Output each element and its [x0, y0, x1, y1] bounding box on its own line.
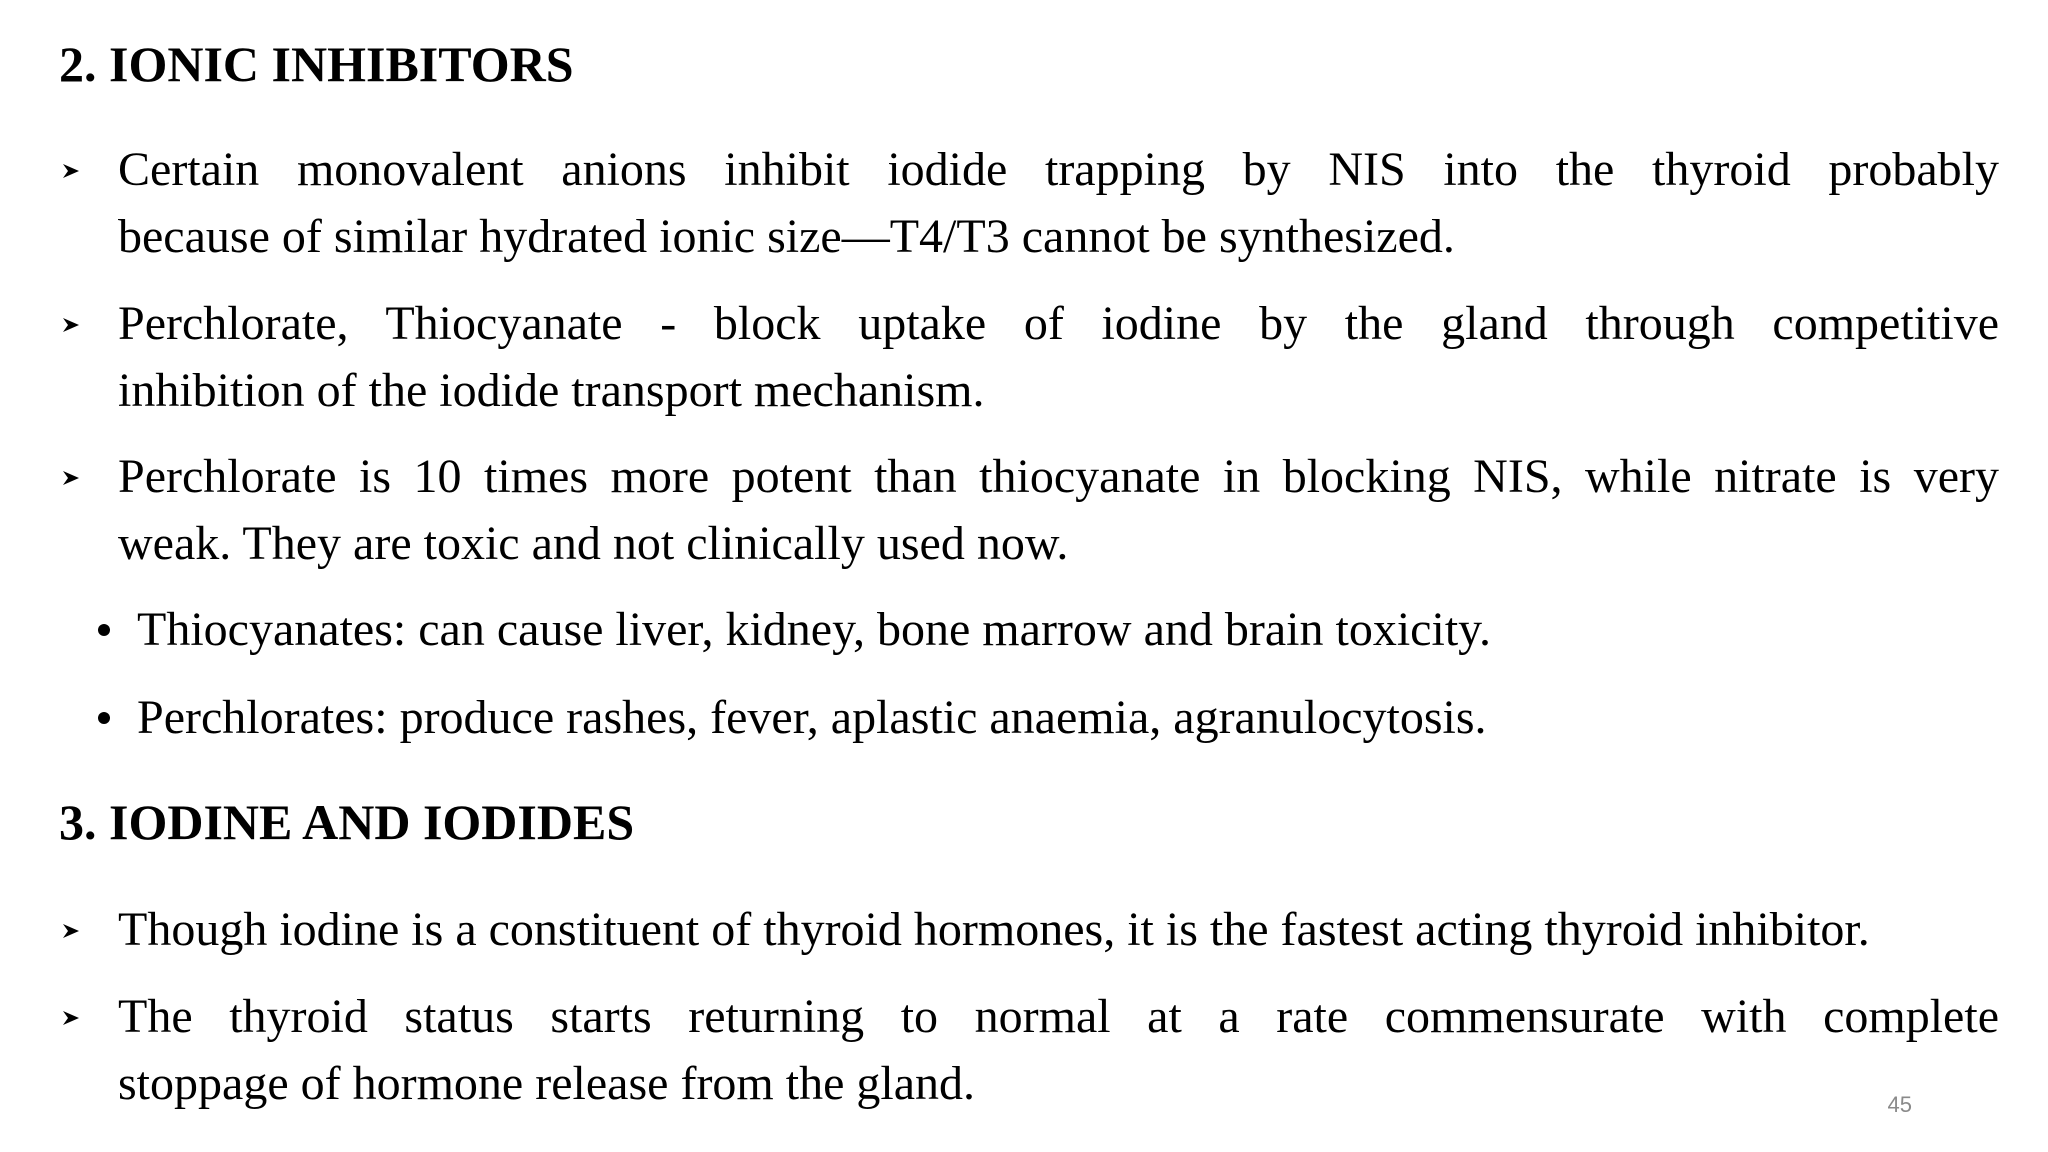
arrowhead-bullet-icon — [62, 983, 86, 1050]
bullet-point — [118, 983, 1999, 1117]
sub-bullet-point — [137, 684, 1487, 751]
section-heading-ionic-inhibitors: 2. IONIC INHIBITORS — [59, 36, 574, 92]
sub-bullet-text: Perchlorates: produce rashes, fever, aplastic anaemia, agranulocytosis. — [137, 691, 1487, 744]
bullet-text-line: The thyroid status starts returning to normal at a rate commensurate with complete — [118, 990, 1999, 1043]
bullet-point — [118, 290, 1999, 424]
bullet-text-line: Certain monovalent anions inhibit iodide trapping by NIS into the thyroid probably — [118, 143, 1999, 196]
bullet-text-line: because of similar hydrated ionic size—T4/T3 cannot be synthesized. — [118, 210, 1455, 263]
arrowhead-bullet-icon — [62, 896, 86, 963]
arrowhead-bullet-icon — [62, 290, 86, 357]
sub-bullet-point — [137, 596, 1491, 663]
arrowhead-bullet-icon — [62, 443, 86, 510]
bullet-text-line: Though iodine is a constituent of thyroid hormones, it is the fastest acting thyroid inhibitor. — [118, 903, 1870, 956]
section-heading-iodine-and-iodides: 3. IODINE AND IODIDES — [59, 794, 635, 850]
round-bullet-icon — [97, 596, 117, 663]
bullet-text-line: Perchlorate is 10 times more potent than thiocyanate in blocking NIS, while nitrate is very — [118, 450, 1999, 503]
arrowhead-bullet-icon — [62, 136, 86, 203]
bullet-text-line: inhibition of the iodide transport mechanism. — [118, 364, 985, 417]
page-number: 45 — [1887, 1092, 1912, 1117]
sub-bullet-text: Thiocyanates: can cause liver, kidney, bone marrow and brain toxicity. — [137, 603, 1492, 656]
bullet-text-line: stoppage of hormone release from the gland. — [118, 1057, 976, 1110]
bullet-text-line: Perchlorate, Thiocyanate - block uptake of iodine by the gland through competitive — [118, 297, 1999, 350]
bullet-point — [118, 896, 1999, 963]
bullet-point — [118, 443, 1999, 577]
bullet-text-line: weak. They are toxic and not clinically used now. — [118, 517, 1069, 570]
bullet-point — [118, 136, 1999, 270]
round-bullet-icon — [97, 684, 117, 751]
